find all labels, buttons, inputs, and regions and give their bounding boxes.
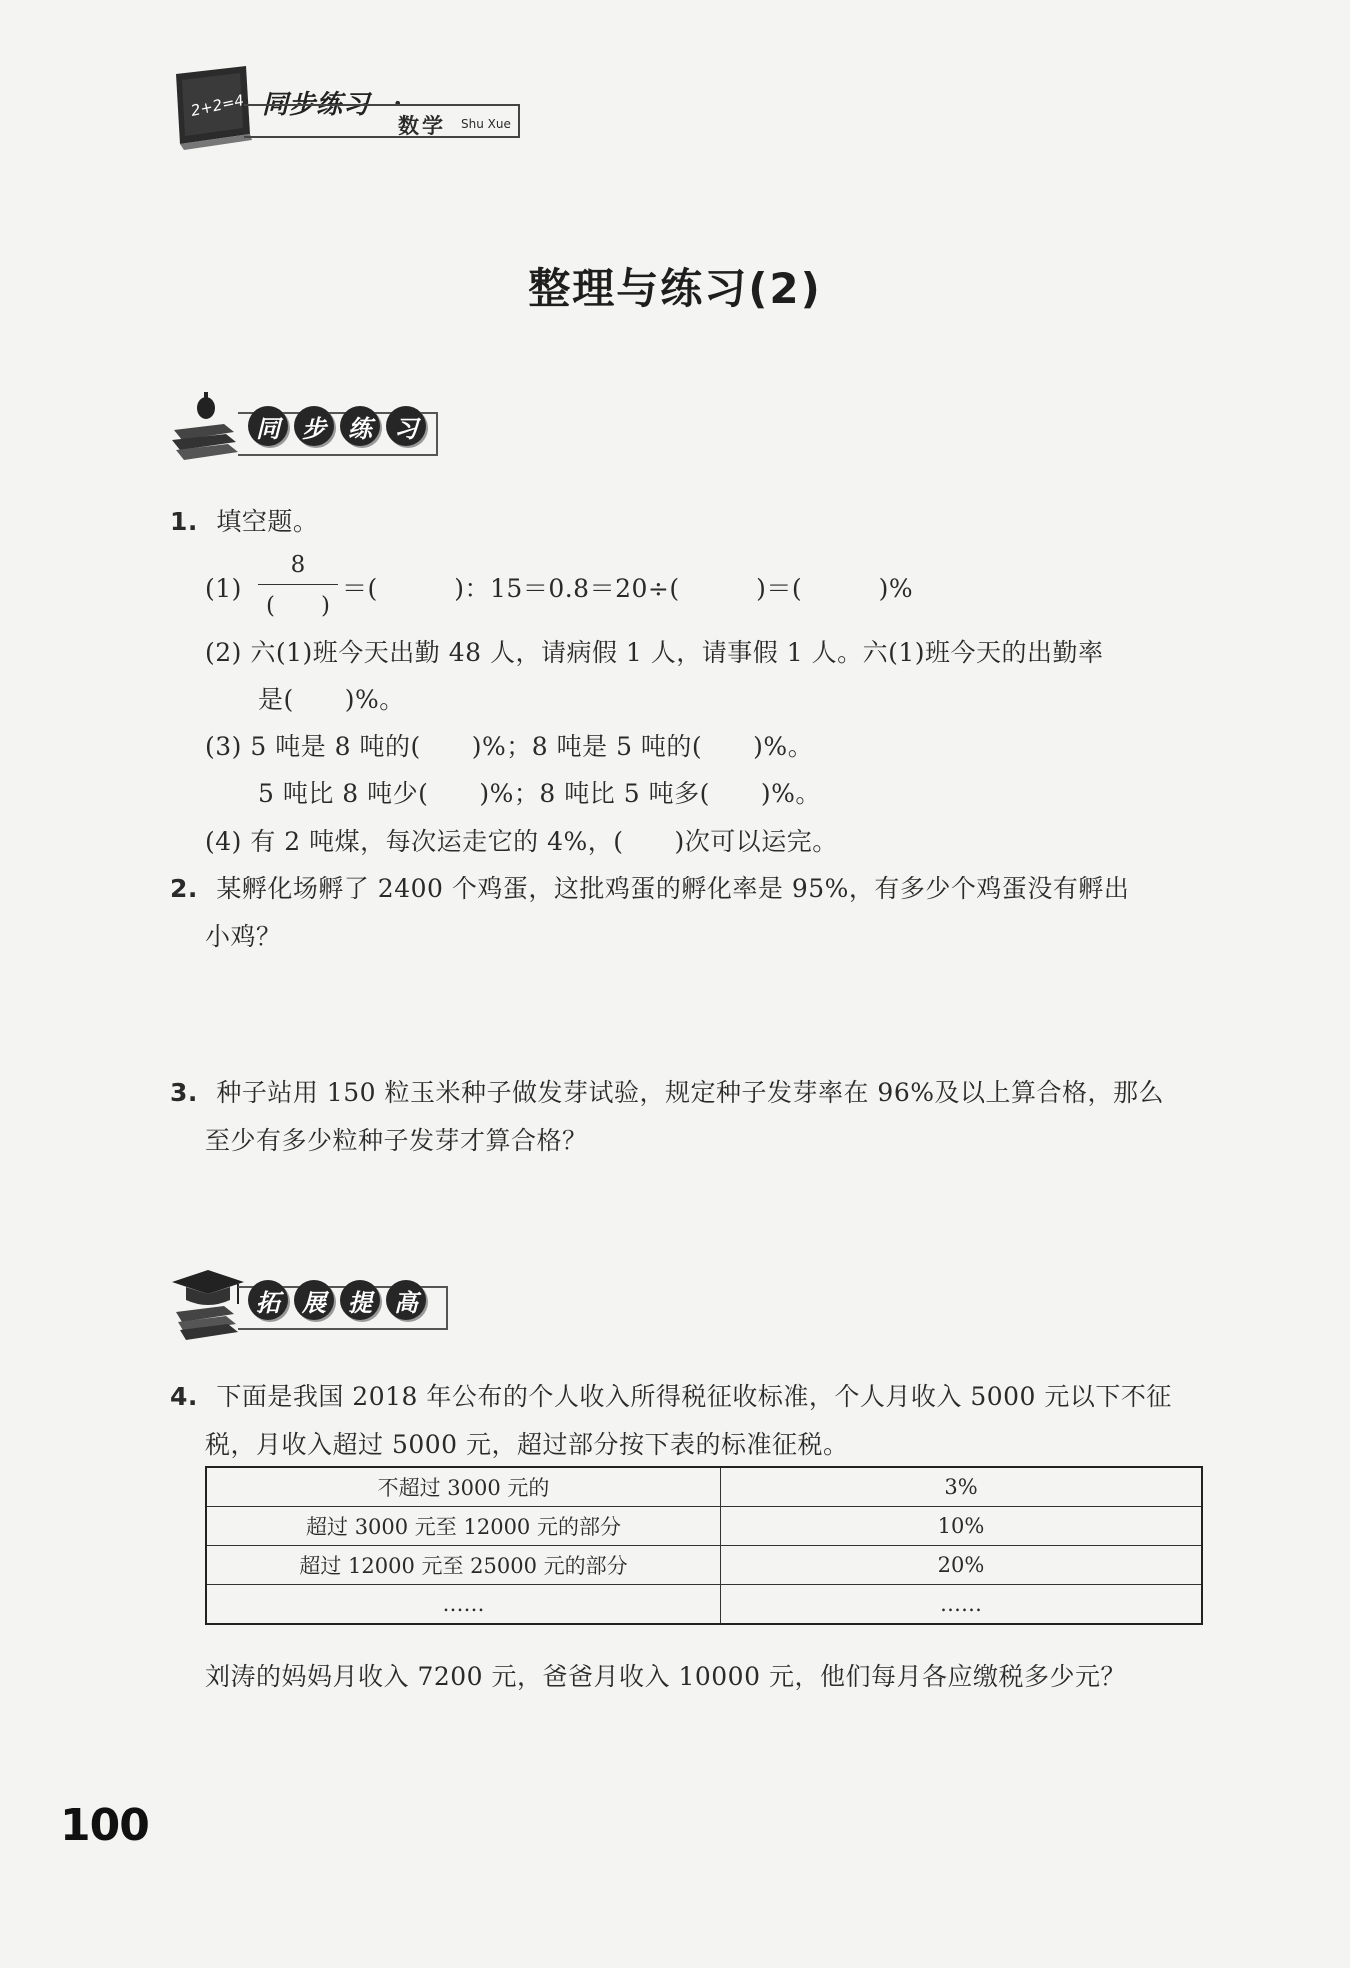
table-cell: 不超过 3000 元的	[206, 1467, 721, 1507]
question-4-ask: 刘涛的妈妈月收入 7200 元，爸爸月收入 10000 元，他们每月各应缴税多少元？	[205, 1662, 1126, 1691]
graduation-cap-books-icon	[168, 1260, 248, 1340]
brand-dot: •	[393, 94, 403, 113]
table-row	[206, 1507, 1202, 1546]
books-lamp-icon	[168, 386, 248, 466]
q1-part3-line2: 5 吨比 8 吨少( )%；8 吨比 5 吨多( )%。	[258, 779, 821, 808]
table-cell: 10%	[721, 1507, 1203, 1546]
question-number: 2.	[170, 874, 198, 903]
table-cell: 超过 12000 元至 25000 元的部分	[206, 1546, 721, 1585]
page-title: 整理与练习(2)	[528, 264, 822, 313]
q1-part4: (4) 有 2 吨煤，每次运走它的 4%，( )次可以运完。	[205, 827, 838, 856]
question-3	[170, 1076, 1164, 1110]
q1-part2-line1: (2) 六(1)班今天出勤 48 人，请病假 1 人，请事假 1 人。六(1)班今天的出勤率	[205, 638, 1104, 667]
section-char: 步	[294, 406, 334, 446]
section-char: 练	[340, 406, 380, 446]
question-number: 4.	[170, 1382, 198, 1411]
table-cell: ……	[206, 1585, 721, 1625]
chalkboard-logo-icon	[170, 64, 252, 150]
q1-part2-line2: 是( )%。	[258, 685, 405, 714]
table-row	[206, 1546, 1202, 1585]
table-row	[206, 1467, 1202, 1507]
svg-text:2+2=4: 2+2=4	[189, 91, 246, 120]
question-stem: 填空题。	[216, 507, 319, 536]
question-2	[170, 872, 1129, 906]
question-text: 下面是我国 2018 年公布的个人收入所得税征收标准，个人月收入 5000 元以下不征	[216, 1382, 1172, 1411]
fraction-denominator: ( )	[266, 593, 330, 619]
question-3-line2: 至少有多少粒种子发芽才算合格？	[205, 1126, 588, 1155]
question-number: 3.	[170, 1078, 198, 1107]
section-char: 提	[340, 1280, 380, 1320]
question-4-line2: 税，月收入超过 5000 元，超过部分按下表的标准征税。	[205, 1430, 849, 1459]
q1-part1-label: (1)	[205, 574, 242, 603]
section-char: 展	[294, 1280, 334, 1320]
fraction-numerator: 8	[290, 552, 306, 578]
section-char: 习	[386, 406, 426, 446]
section-char: 同	[248, 406, 288, 446]
table-row	[206, 1585, 1202, 1625]
brand-title: 同步练习	[262, 90, 371, 120]
table-cell: 20%	[721, 1546, 1203, 1585]
question-4	[170, 1380, 1172, 1414]
table-cell: 超过 3000 元至 12000 元的部分	[206, 1507, 721, 1546]
question-1	[170, 505, 318, 539]
question-text: 种子站用 150 粒玉米种子做发芽试验，规定种子发芽率在 96%及以上算合格，那么	[216, 1078, 1164, 1107]
fraction	[258, 552, 338, 620]
q1-part1-rest: ＝( )：15＝0.8＝20÷( )＝( )%	[342, 574, 914, 603]
section-title	[248, 406, 426, 446]
question-number: 1.	[170, 507, 198, 536]
section-char: 拓	[248, 1280, 288, 1320]
q1-part3-line1: (3) 5 吨是 8 吨的( )%；8 吨是 5 吨的( )%。	[205, 732, 814, 761]
table-cell: ……	[721, 1585, 1203, 1625]
question-text: 某孵化场孵了 2400 个鸡蛋，这批鸡蛋的孵化率是 95%，有多少个鸡蛋没有孵出	[216, 874, 1130, 903]
section-practice-badge	[168, 386, 438, 466]
subject-label: 数学	[398, 114, 446, 138]
tax-rate-table	[205, 1466, 1203, 1625]
page-number: 100	[60, 1800, 149, 1851]
section-title	[248, 1280, 426, 1320]
section-extend-badge	[168, 1260, 448, 1340]
subject-pinyin: Shu Xue	[461, 117, 511, 131]
section-char: 高	[386, 1280, 426, 1320]
table-cell: 3%	[721, 1467, 1203, 1507]
fraction-bar	[258, 584, 338, 585]
question-2-line2: 小鸡？	[205, 922, 282, 951]
